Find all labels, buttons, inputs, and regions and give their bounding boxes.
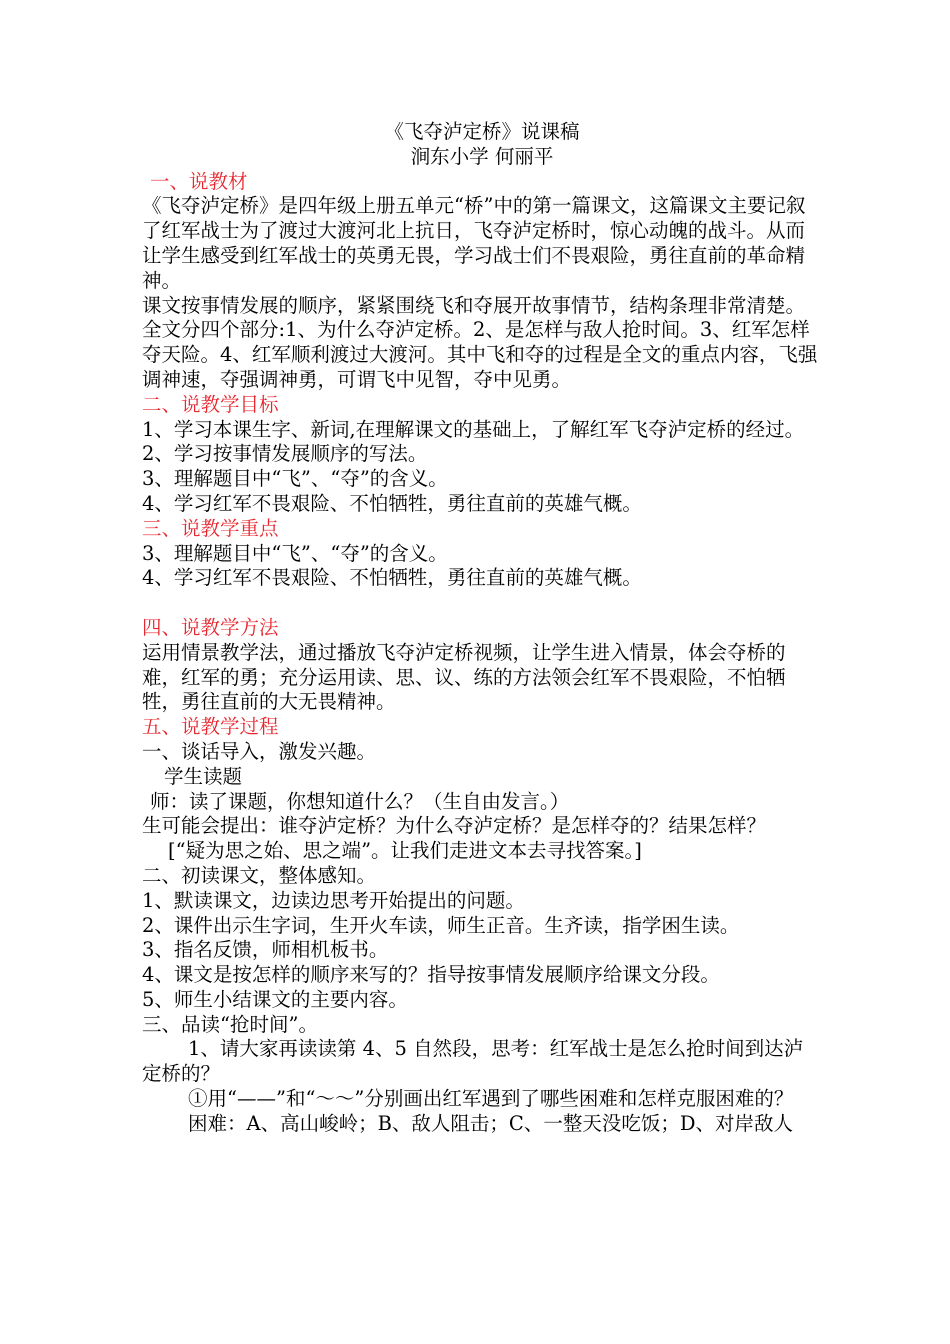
step-heading: 三、品读“抢时间”。 — [142, 1012, 318, 1036]
list-item: 2、学习按事情发展顺序的写法。 — [142, 442, 428, 466]
list-item: 3、理解题目中“飞”、“夺”的含义。 — [142, 541, 448, 565]
list-item: 4、学习红军不畏艰险、不怕牺牲，勇往直前的英雄气概。 — [142, 566, 642, 590]
paragraph: [“疑为思之始、思之端”。让我们走进文本去寻找答案。] — [168, 839, 642, 863]
list-item: 3、理解题目中“飞”、“夺”的含义。 — [142, 467, 448, 491]
paragraph: 《飞夺泸定桥》是四年级上册五单元“桥”中的第一篇课文，这篇课文主要记叙了红军战士为了渡过大渡河北上抗日，飞夺泸定桥时，惊心动魄的战斗。从而让学生感受到红军战士的英勇无畏，学习战士们不畏艰险，勇往直前的革命精神。 — [142, 194, 806, 292]
list-item: 1、默读课文，边读边思考开始提出的问题。 — [142, 888, 525, 912]
section-heading-5: 五、说教学过程 — [142, 715, 279, 739]
paragraph: 运用情景教学法，通过播放飞夺泸定桥视频，让学生进入情景，体会夺桥的难，红军的勇；充分运用读、思、议、练的方法领会红军不畏艰险，不怕牺牲，勇往直前的大无畏精神。 — [142, 640, 786, 714]
paragraph: 师：读了课题，你想知道什么？（生自由发言。） — [150, 789, 570, 813]
paragraph: ①用“——”和“～～”分别画出红军遇到了哪些困难和怎样克服困难的？ — [188, 1087, 794, 1111]
step-heading: 一、谈话导入，激发兴趣。 — [142, 739, 377, 763]
document-author: 涧东小学 何丽平 — [410, 144, 554, 168]
list-item: 4、课文是按怎样的顺序来写的？指导按事情发展顺序给课文分段。 — [142, 963, 720, 987]
step-heading: 二、初读课文，整体感知。 — [142, 863, 377, 887]
list-item: 5、师生小结课文的主要内容。 — [142, 987, 408, 1011]
paragraph: 学生读题 — [164, 764, 243, 788]
document-title: 《飞夺泸定桥》说课稿 — [384, 120, 580, 143]
section-heading-3: 三、说教学重点 — [142, 516, 279, 540]
paragraph: 课文按事情发展的顺序，紧紧围绕飞和夺展开故事情节，结构条理非常清楚。全文分四个部分:1、为什么夺泸定桥。2、是怎样与敌人抢时间。3、红军怎样夺天险。4、红军顺利渡过大渡河。其中飞和夺的过程是全文的重点内容，飞强调神速，夺强调神勇，可谓飞中见智，夺中见勇。 — [142, 293, 818, 391]
section-heading-4: 四、说教学方法 — [142, 615, 279, 639]
paragraph: 生可能会提出：谁夺泸定桥？为什么夺泸定桥？是怎样夺的？结果怎样？ — [142, 814, 767, 838]
list-item: 3、指名反馈，师相机板书。 — [142, 938, 389, 962]
document-page — [142, 120, 822, 1137]
section-heading-1: 一、说教材 — [150, 169, 248, 193]
paragraph: 困难：A、高山峻岭；B、敌人阻击；C、一整天没吃饭；D、对岸敌人 — [188, 1111, 793, 1135]
list-item: 1、学习本课生字、新词,在理解课文的基础上，了解红军飞夺泸定桥的经过。 — [142, 417, 805, 441]
list-item: 2、课件出示生字词，生开火车读，师生正音。生齐读，指学困生读。 — [142, 913, 740, 937]
blank-line — [142, 591, 822, 616]
section-heading-2: 二、说教学目标 — [142, 392, 279, 416]
paragraph: 1、请大家再读读第 4、5 自然段，思考：红军战士是怎么抢时间到达泸定桥的？ — [142, 1037, 804, 1086]
list-item: 4、学习红军不畏艰险、不怕牺牲，勇往直前的英雄气概。 — [142, 491, 642, 515]
